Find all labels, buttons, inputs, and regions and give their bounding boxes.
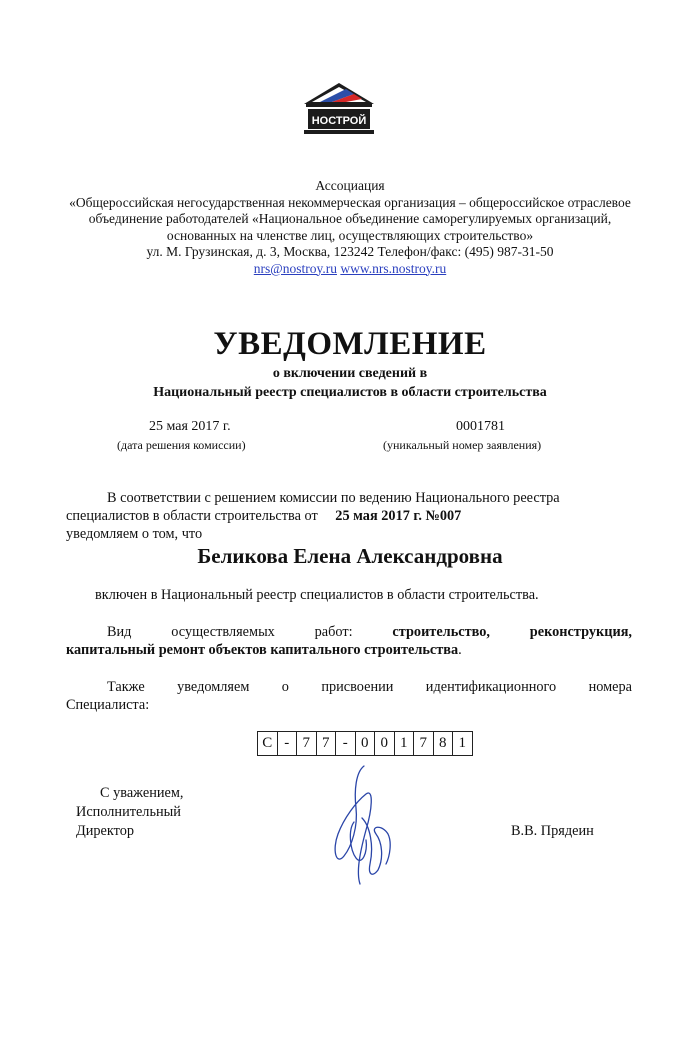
id-char: 1 bbox=[395, 732, 415, 755]
specialist-name: Беликова Елена Александровна bbox=[197, 544, 503, 568]
id-char: 0 bbox=[375, 732, 395, 755]
id-char: 1 bbox=[458, 735, 466, 751]
id-char: 7 bbox=[414, 732, 434, 755]
works-prefix: Вид осуществляемых работ: bbox=[107, 624, 353, 640]
logo-text: НОСТРОЙ bbox=[311, 115, 367, 127]
header-contacts bbox=[20, 261, 680, 278]
works-end: . bbox=[458, 642, 462, 658]
id-char: 0 bbox=[356, 732, 376, 755]
application-number: 0001781 bbox=[456, 419, 505, 434]
included-statement: включен в Национальный реестр специалистов в области строительства. bbox=[95, 587, 539, 603]
works-line-1 bbox=[66, 623, 632, 641]
works-line-2 bbox=[66, 641, 632, 659]
id-line-2: Специалиста: bbox=[66, 697, 150, 713]
id-char: 8 bbox=[434, 732, 454, 755]
decision-date: 25 мая 2017 г. bbox=[149, 419, 231, 434]
paragraph-id bbox=[66, 678, 632, 714]
header-address: ул. М. Грузинская, д. 3, Москва, 123242 Телефон/факс: (495) 987-31-50 bbox=[146, 244, 554, 259]
closing-title-2: Директор bbox=[76, 823, 135, 839]
id-char: - bbox=[278, 732, 298, 755]
subtitle-line-1: о включении сведений в bbox=[272, 366, 428, 381]
association-header bbox=[20, 178, 680, 277]
subtitle-line-2: Национальный реестр специалистов в области строительства bbox=[153, 385, 547, 400]
handwritten-signature bbox=[326, 760, 402, 890]
commission-line-1: В соответствии с решением комиссии по ведению Национального реестра bbox=[107, 490, 560, 506]
nostroy-logo bbox=[302, 82, 376, 136]
document-title: УВЕДОМЛЕНИЕ bbox=[213, 326, 487, 362]
works-types-2: капитальный ремонт объектов капитального строительства bbox=[66, 642, 459, 658]
commission-decision-ref: 25 мая 2017 г. №007 bbox=[335, 508, 462, 524]
id-char: С bbox=[258, 732, 278, 755]
specialist-id-number bbox=[257, 731, 473, 756]
id-char: - bbox=[336, 732, 356, 755]
id-char: 7 bbox=[297, 732, 317, 755]
id-line-1: Также уведомляем о присвоении идентификационного номера bbox=[107, 679, 632, 695]
works-types-1: строительство, реконструкция, bbox=[392, 624, 632, 640]
header-line-4: основанных на членстве лиц, осуществляющих строительство» bbox=[166, 227, 534, 243]
header-line-2: «Общероссийская негосударственная некоммерческая организация – общероссийское отраслевое bbox=[69, 194, 631, 210]
paragraph-commission bbox=[66, 489, 632, 543]
application-number-caption: (уникальный номер заявления) bbox=[383, 438, 542, 452]
email-link[interactable]: nrs@nostroy.ru bbox=[253, 260, 337, 276]
header-line-1: Ассоциация bbox=[315, 178, 385, 193]
signatory-name: В.В. Прядеин bbox=[511, 823, 594, 839]
document-subtitle bbox=[0, 364, 700, 402]
closing-title-1: Исполнительный bbox=[76, 804, 181, 820]
decision-date-caption: (дата решения комиссии) bbox=[117, 438, 246, 452]
paragraph-works bbox=[66, 623, 632, 659]
header-line-3: объединение работодателей «Национальное объединение саморегулируемых организаций, bbox=[88, 211, 612, 226]
commission-line-3: уведомляем о том, что bbox=[66, 526, 203, 542]
id-char: 7 bbox=[317, 732, 337, 755]
website-link[interactable]: www.nrs.nostroy.ru bbox=[340, 260, 447, 276]
commission-line-2-text: специалистов в области строительства от bbox=[66, 508, 318, 524]
commission-line-2 bbox=[66, 507, 632, 525]
closing-greeting: С уважением, bbox=[100, 785, 184, 801]
